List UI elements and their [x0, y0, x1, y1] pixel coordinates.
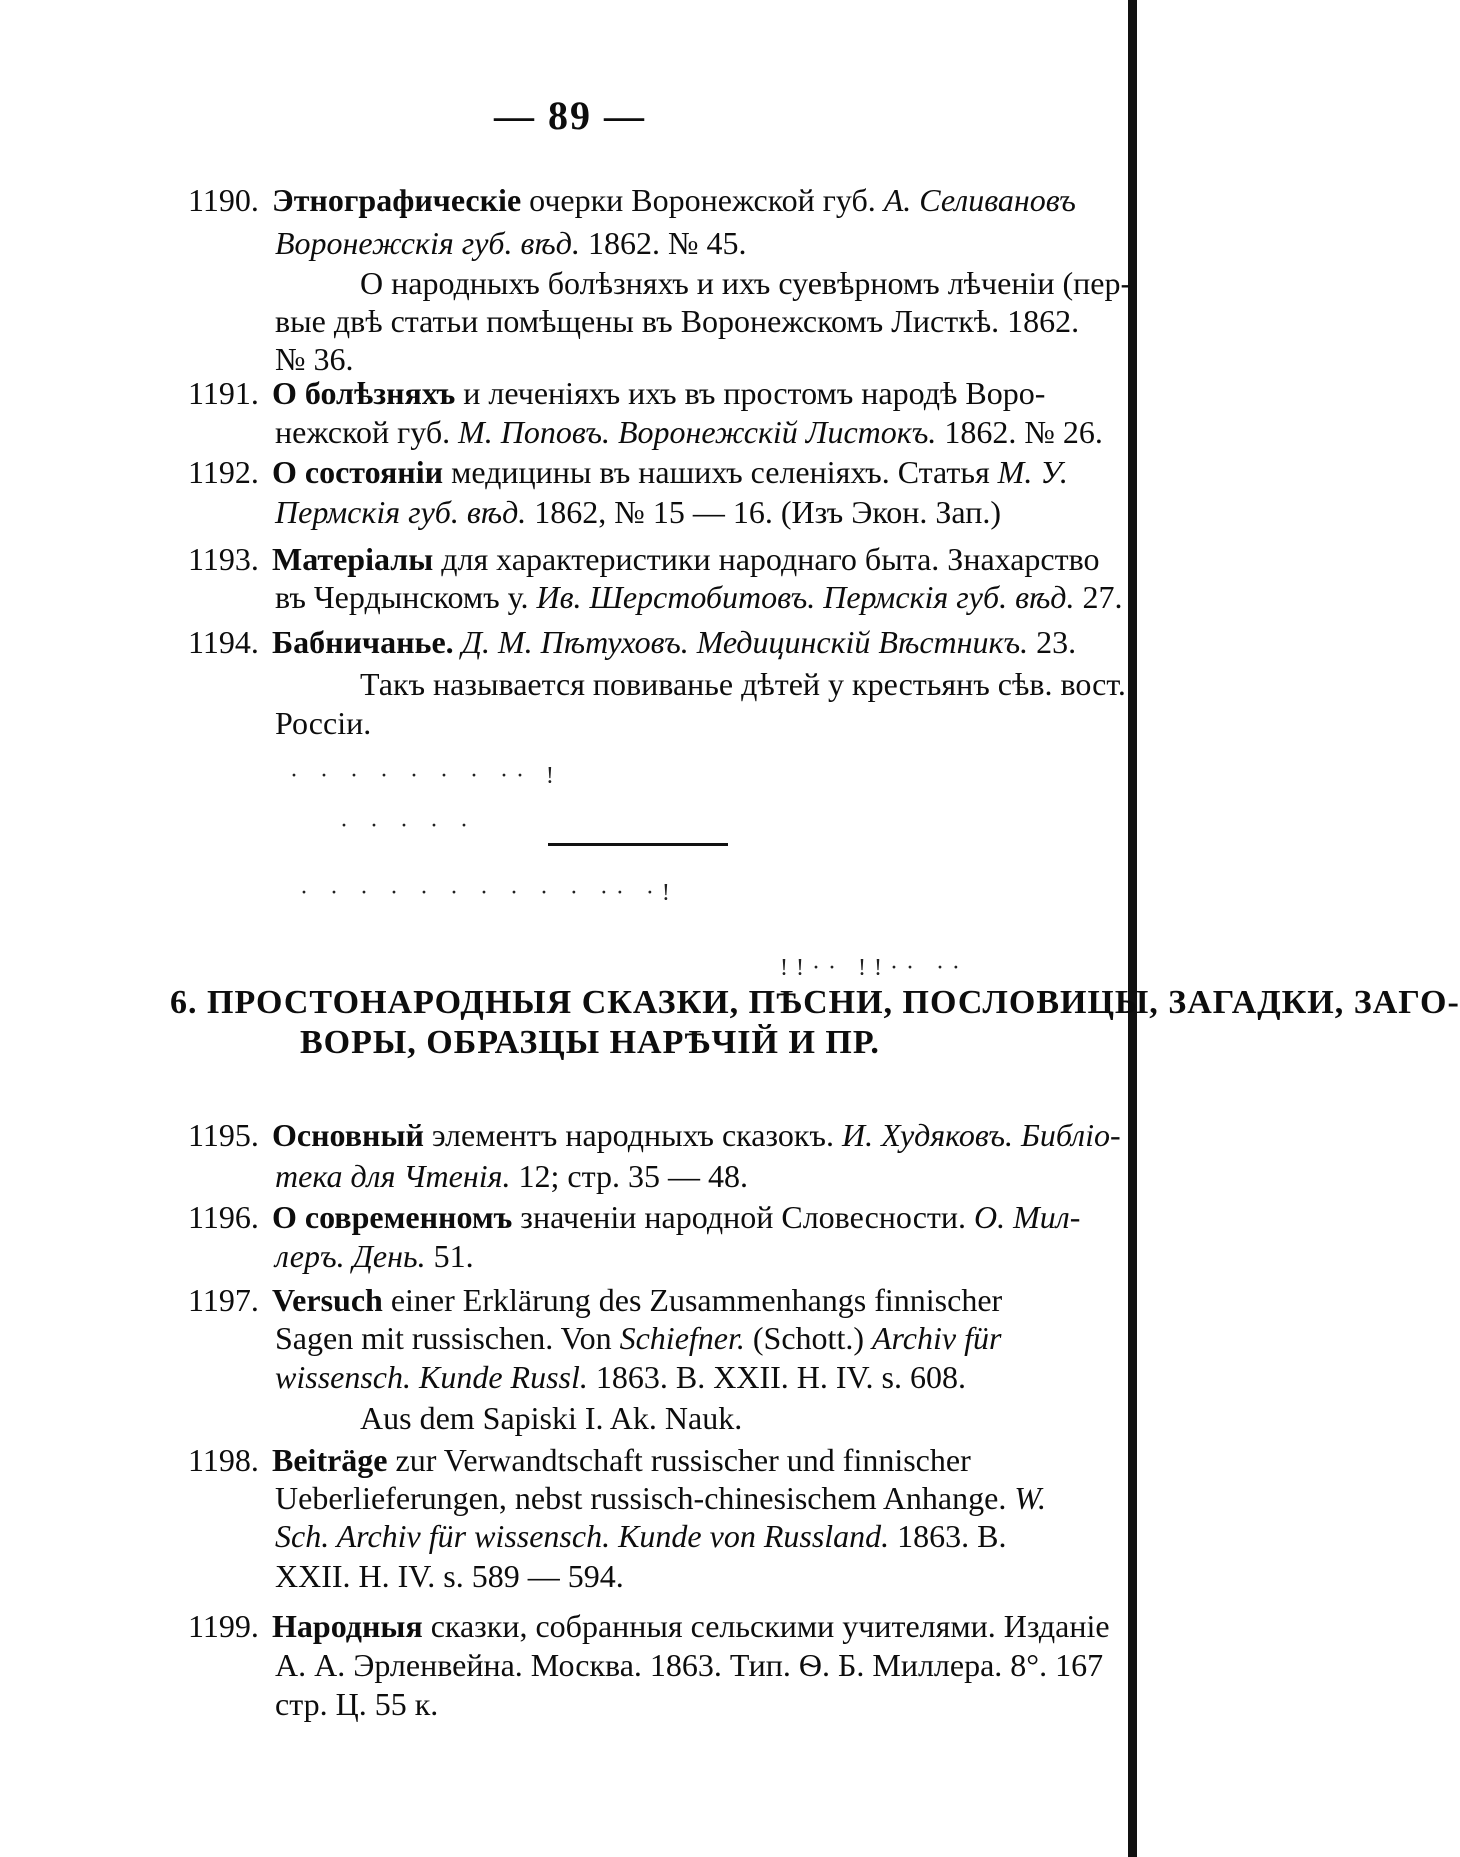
entry-text: вые двѣ статьи помѣщены въ Воронежскомъ Листкѣ. 1862. — [275, 303, 1080, 339]
entry-number: 1191. — [188, 375, 259, 411]
entry-number: 1197. — [188, 1282, 259, 1318]
entry-line — [360, 263, 1131, 303]
entry-line — [272, 1606, 1110, 1646]
entry-line — [275, 492, 1001, 532]
entry-title: Матеріалы — [272, 541, 434, 577]
entry-line — [275, 1516, 1007, 1556]
entry-source: тека для Чтенія. — [275, 1158, 511, 1194]
print-specks: · · · · · · · · · · ·· ·! — [300, 880, 678, 906]
print-specks: !!·· !!·· ·· — [780, 955, 968, 981]
entry-text: 12; стр. 35 — 48. — [510, 1158, 748, 1194]
entry-source: Archiv für — [871, 1320, 1002, 1356]
entry-title: Versuch — [272, 1282, 383, 1318]
entry-text: Sagen mit russischen. Von — [275, 1320, 620, 1356]
entry-text: сказки, собранныя сельскими учителями. Изданіе — [422, 1608, 1110, 1644]
entry-source: А. Селивановъ — [883, 182, 1076, 218]
entry-source: И. Худяковъ. Библіо- — [841, 1117, 1121, 1153]
entry-line — [275, 1236, 474, 1276]
entry-text: стр. Ц. 55 к. — [275, 1686, 439, 1722]
entry-text: zur Verwandtschaft russischer und finnischer — [387, 1442, 971, 1478]
entry-line — [275, 1556, 624, 1596]
entry-line — [275, 577, 1122, 617]
entry-text: (Schott.) — [744, 1320, 872, 1356]
entry-number: 1194. — [188, 624, 259, 660]
entry-source: Sch. Archiv für wissensch. Kunde von Russland. — [275, 1518, 890, 1554]
entry-source: Д. М. Пѣтуховъ. Медицинскій Вѣстникъ. — [461, 624, 1029, 660]
entry-text: въ Чердынскомъ у. — [275, 579, 537, 615]
entry-text — [454, 624, 462, 660]
entry-source: леръ. День. — [275, 1238, 426, 1274]
entry-line — [275, 703, 371, 743]
entry-title: Бабничанье. — [272, 624, 454, 660]
page-number: — 89 — — [494, 93, 646, 138]
entry-source: W. — [1014, 1480, 1047, 1516]
entry-text: XXII. H. IV. s. 589 — 594. — [275, 1558, 624, 1594]
entry-line — [275, 1357, 966, 1397]
entry-line — [272, 622, 1076, 662]
entry-source: М. Поповъ. Воронежскій Листокъ. — [458, 414, 937, 450]
entry-source: Schiefner. — [619, 1320, 745, 1356]
entry-number: 1198. — [188, 1442, 259, 1478]
entry-line — [272, 1440, 971, 1480]
entry-text: нежской губ. — [275, 414, 459, 450]
entry-line — [275, 301, 1079, 341]
entry-number: 1190. — [188, 182, 259, 218]
entry-title: О болѣзняхъ — [272, 375, 456, 411]
entry-text: Ueberlieferungen, nebst russisch-chinesischem Anhange. — [275, 1480, 1015, 1516]
entry-line — [275, 1478, 1046, 1518]
entry-text: и леченіяхъ ихъ въ простомъ народѣ Воро- — [455, 375, 1046, 411]
entry-title: Основный — [272, 1117, 424, 1153]
entry-text: 1863. B. — [889, 1518, 1007, 1554]
entry-text: 51. — [425, 1238, 474, 1274]
entry-text: значеніи народной Словесности. — [512, 1199, 975, 1235]
decorative-rule — [548, 843, 728, 846]
entry-source: Ив. Шерстобитовъ. Пермскія губ. вѣд. — [536, 579, 1075, 615]
entry-text: 1862, № 15 — 16. (Изъ Экон. Зап.) — [526, 494, 1001, 530]
section-heading-line-2: ВОРЫ, ОБРАЗЦЫ НАРѢЧІЙ И ПР. — [300, 1024, 880, 1061]
entry-line — [275, 1156, 748, 1196]
entry-line — [275, 412, 1103, 452]
entry-text: einer Erklärung des Zusammenhangs finnischer — [382, 1282, 1003, 1318]
entry-line — [272, 373, 1045, 413]
entry-line — [360, 1398, 742, 1438]
entry-number: 1192. — [188, 454, 259, 490]
entry-text: 1863. B. XXII. H. IV. s. 608. — [587, 1359, 966, 1395]
entry-source: wissensch. Kunde Russl. — [275, 1359, 588, 1395]
entry-line — [275, 223, 746, 263]
entry-text: Россіи. — [275, 705, 372, 741]
entry-line — [272, 1115, 1121, 1155]
entry-line — [272, 1197, 1080, 1237]
entry-line — [275, 1645, 1103, 1685]
entry-title: Beiträge — [272, 1442, 388, 1478]
entry-line — [272, 452, 1068, 492]
entry-text: Aus dem Sapiski I. Ak. Nauk. — [360, 1400, 743, 1436]
entry-title: Этнографическіе — [272, 182, 522, 218]
entry-title: Народныя — [272, 1608, 423, 1644]
entry-number: 1199. — [188, 1608, 259, 1644]
section-heading-line-1: 6. ПРОСТОНАРОДНЫЯ СКАЗКИ, ПѢСНИ, ПОСЛОВИЦЫ, ЗАГАДКИ, ЗАГО- — [170, 984, 1460, 1021]
entry-number: 1196. — [188, 1199, 259, 1235]
entry-title: О состояніи — [272, 454, 444, 490]
entry-text: 23. — [1028, 624, 1077, 660]
entry-text: элементъ народныхъ сказокъ. — [423, 1117, 842, 1153]
print-specks: · · · · · — [340, 813, 476, 839]
entry-number: 1193. — [188, 541, 259, 577]
entry-text: очерки Воронежской губ. — [521, 182, 884, 218]
entry-text: 1862. № 45. — [579, 225, 747, 261]
entry-line — [275, 1684, 438, 1724]
entry-line — [360, 664, 1126, 704]
entry-line — [272, 539, 1100, 579]
entry-text: 1862. № 26. — [936, 414, 1103, 450]
entry-text: для характеристики народнаго быта. Знахарство — [433, 541, 1100, 577]
print-specks: · · · · · · · ·· ! — [290, 763, 562, 789]
entry-source: О. Мил- — [974, 1199, 1081, 1235]
entry-source: М. У. — [997, 454, 1068, 490]
entry-text: 27. — [1074, 579, 1123, 615]
entry-line — [275, 1318, 1001, 1358]
entry-text: А. А. Эрленвейна. Москва. 1863. Тип. Ѳ. Б. Миллера. 8°. 167 — [275, 1647, 1104, 1683]
entry-text: № 36. — [275, 341, 354, 377]
entry-text: медицины въ нашихъ селеніяхъ. Статья — [443, 454, 998, 490]
entry-text: Такъ называется повиванье дѣтей у крестьянъ сѣв. вост. — [360, 666, 1126, 702]
entry-title: О современномъ — [272, 1199, 513, 1235]
entry-number: 1195. — [188, 1117, 259, 1153]
entry-line — [272, 180, 1076, 220]
entry-source: Пермскія губ. вѣд. — [275, 494, 527, 530]
entry-text: О народныхъ болѣзняхъ и ихъ суевѣрномъ лѣченіи (пер- — [360, 265, 1132, 301]
entry-line — [272, 1280, 1002, 1320]
entry-source: Воронежскія губ. вѣд. — [275, 225, 580, 261]
